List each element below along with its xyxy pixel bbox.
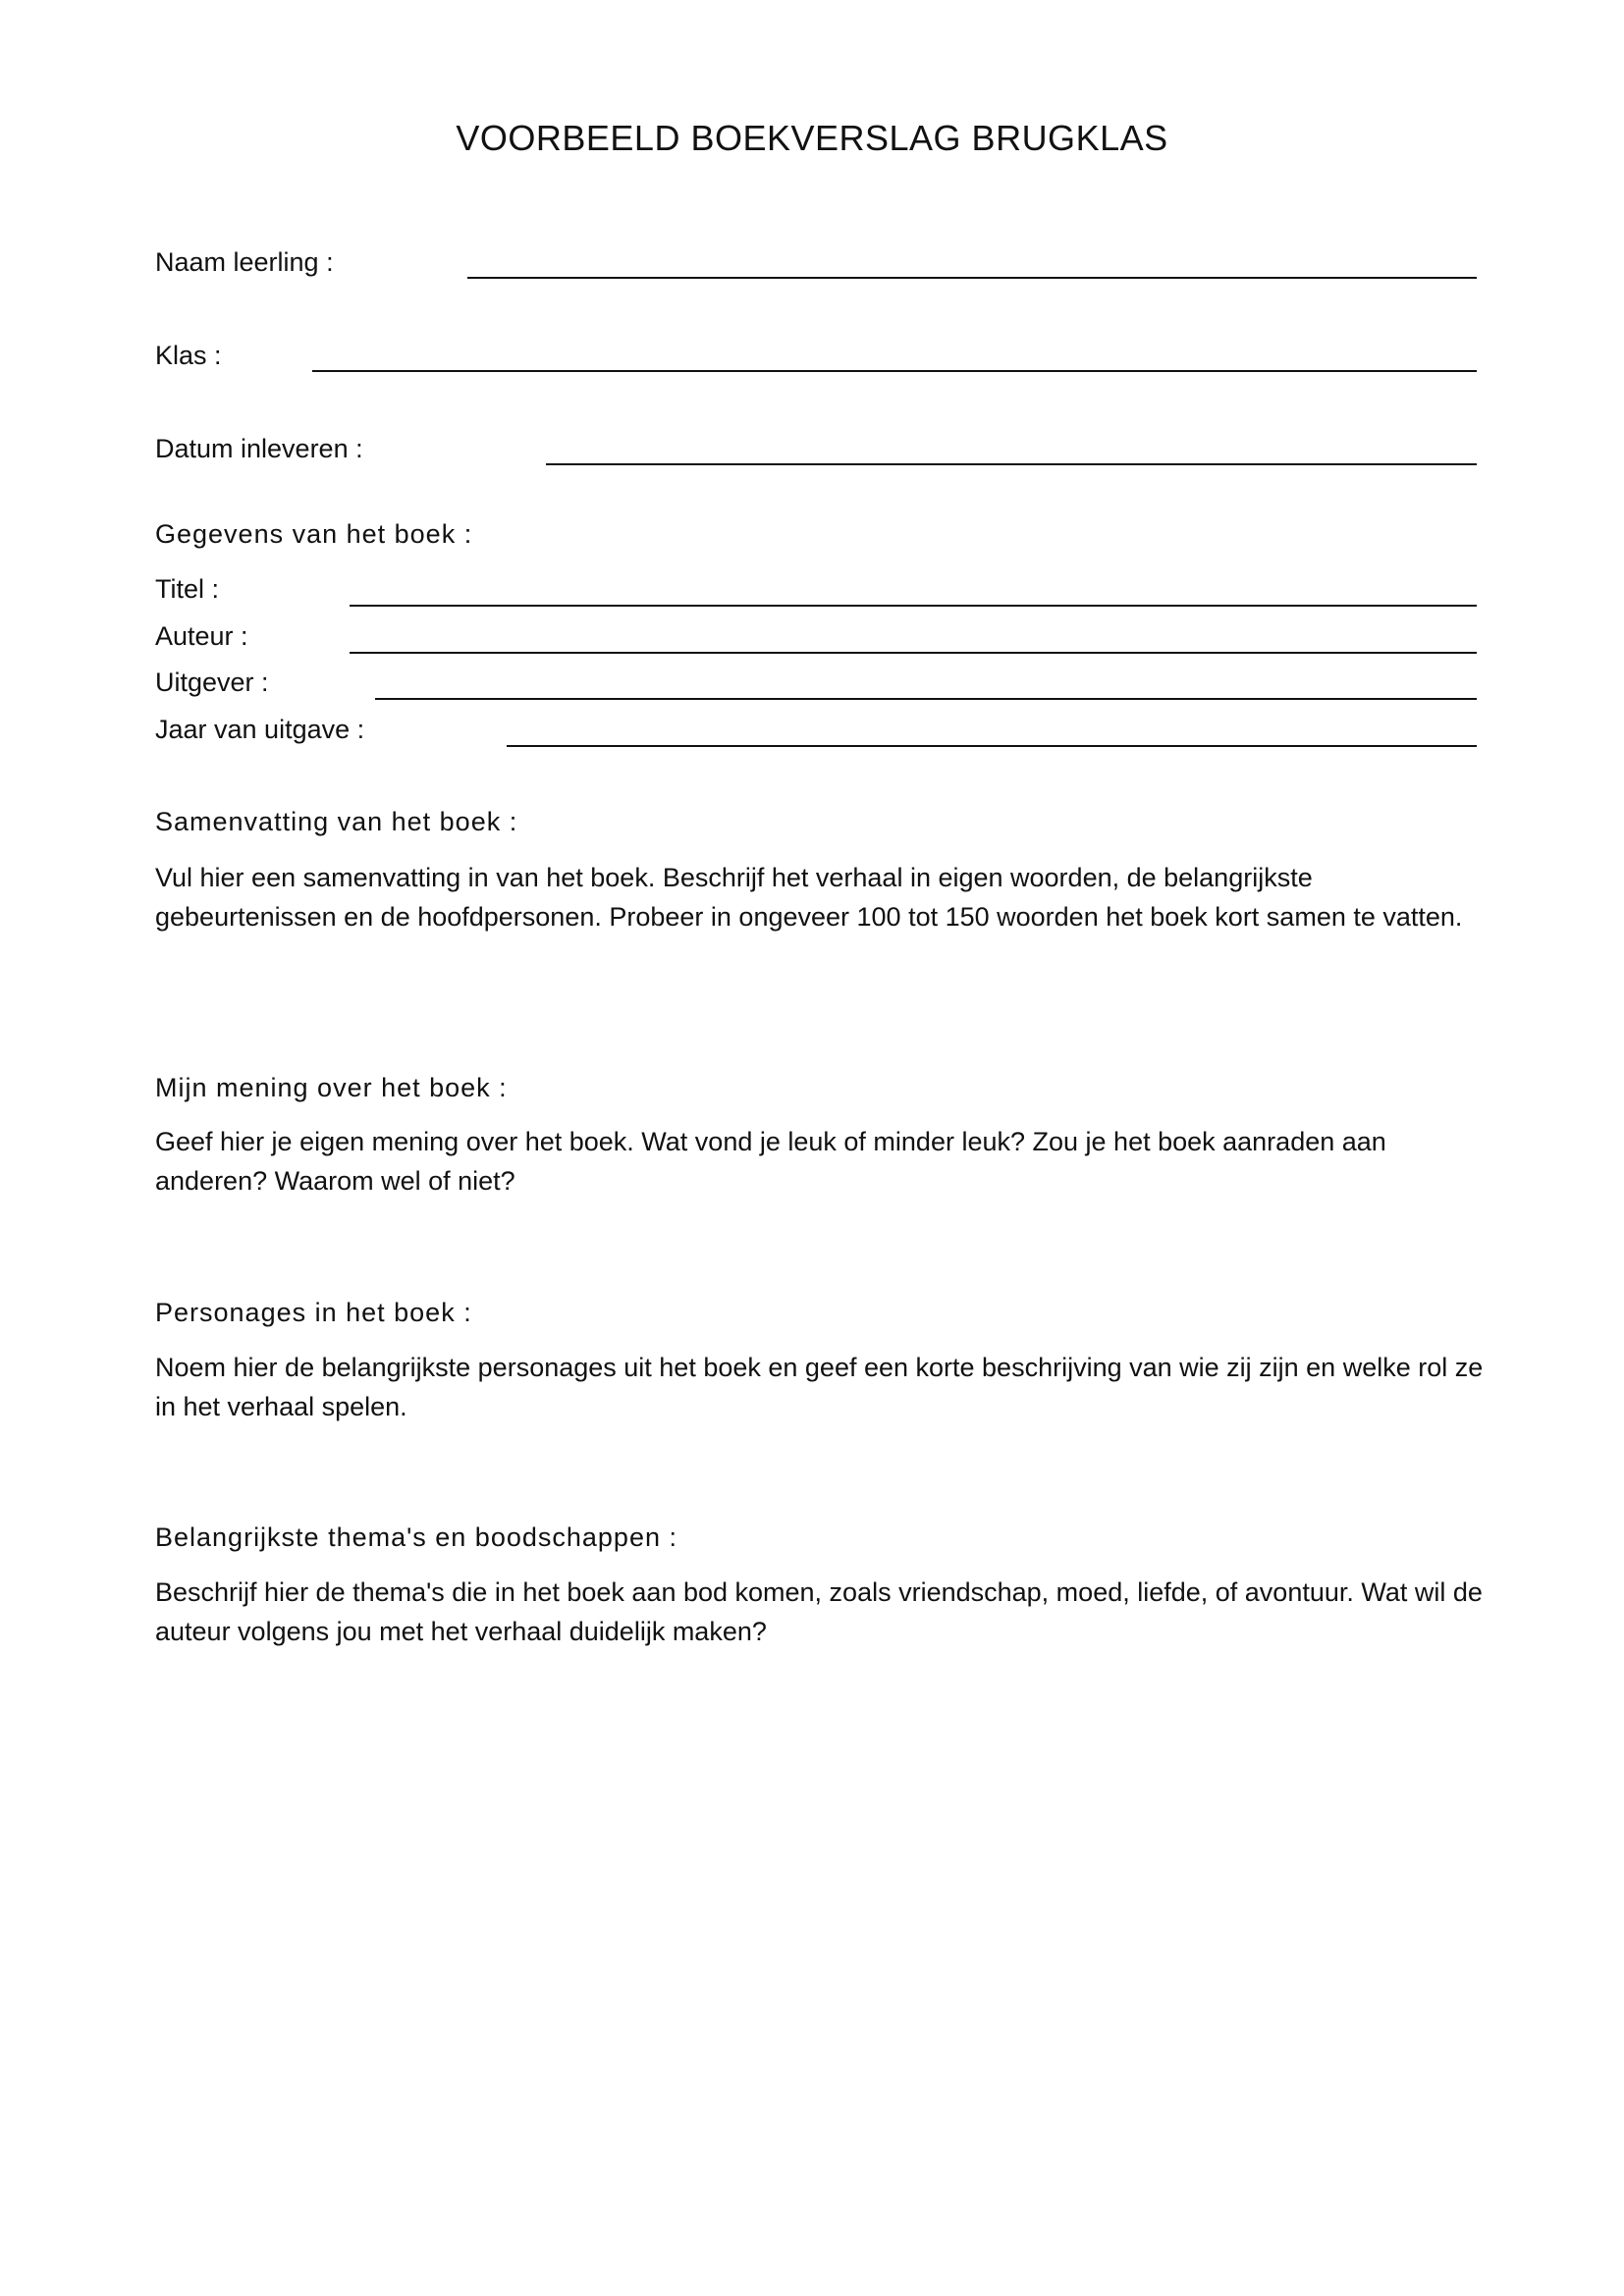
page-title: VOORBEELD BOEKVERSLAG BRUGKLAS	[456, 118, 1168, 158]
opinion-body: Geef hier je eigen mening over het boek. Wat vond je leuk of minder leuk? Zou je het boek aanraden aan anderen? Waarom wel of niet?	[155, 1127, 1386, 1196]
class-line[interactable]	[312, 370, 1477, 372]
book-title-line[interactable]	[350, 605, 1477, 607]
themes-heading: Belangrijkste thema's en boodschappen :	[155, 1522, 677, 1552]
characters-heading: Personages in het boek :	[155, 1298, 472, 1327]
book-year-line[interactable]	[507, 745, 1477, 747]
book-author-label: Auteur :	[155, 621, 248, 651]
book-publisher-label: Uitgever :	[155, 667, 269, 697]
submission-date-line[interactable]	[546, 463, 1477, 465]
book-title-label: Titel :	[155, 574, 220, 604]
class-label: Klas :	[155, 341, 222, 370]
book-details-heading: Gegevens van het boek :	[155, 519, 473, 549]
opinion-heading: Mijn mening over het boek :	[155, 1073, 508, 1102]
book-publisher-line[interactable]	[375, 698, 1477, 700]
summary-heading: Samenvatting van het boek :	[155, 807, 518, 836]
book-author-line[interactable]	[350, 652, 1477, 654]
student-name-label: Naam leerling :	[155, 247, 334, 277]
themes-body: Beschrijf hier de thema's die in het boek aan bod komen, zoals vriendschap, moed, liefde, of avontuur. Wat wil de auteur volgens jou met het verhaal duidelijk maken?	[155, 1577, 1483, 1646]
submission-date-label: Datum inleveren :	[155, 434, 363, 463]
characters-body: Noem hier de belangrijkste personages uit het boek en geef een korte beschrijving van wie zij zijn en welke rol ze in het verhaal spelen.	[155, 1353, 1484, 1421]
summary-body: Vul hier een samenvatting in van het boek. Beschrijf het verhaal in eigen woorden, de belangrijkste gebeurtenissen en de hoofdpersonen. Probeer in ongeveer 100 tot 150 woorden het boek kort samen te vatten.	[155, 863, 1463, 932]
book-year-label: Jaar van uitgave :	[155, 715, 365, 744]
student-name-line[interactable]	[467, 277, 1477, 279]
